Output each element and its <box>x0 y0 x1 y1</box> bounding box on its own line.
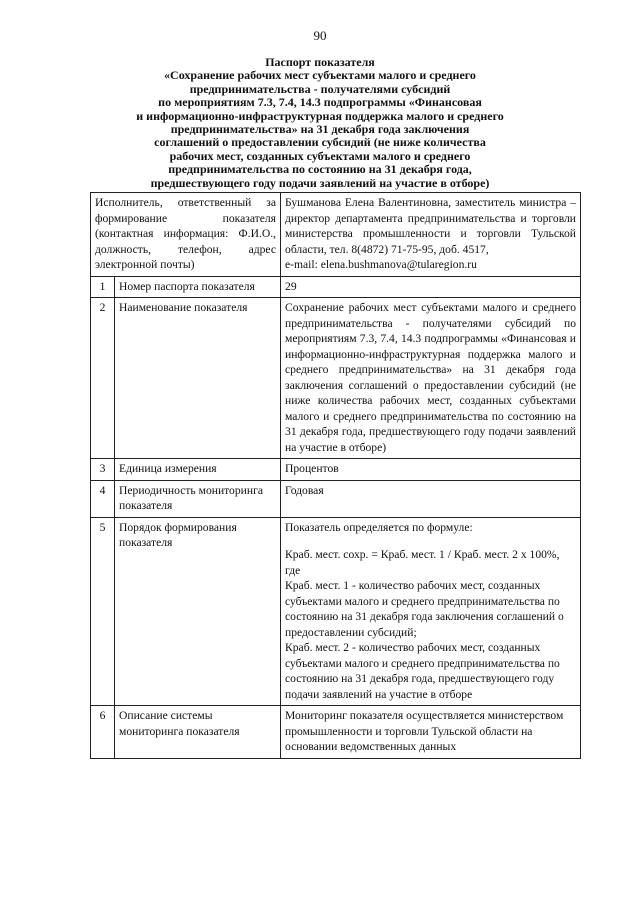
passport-table <box>90 192 581 759</box>
row-name: Единица измерения <box>115 459 281 481</box>
row-name: Номер паспорта показателя <box>115 276 281 298</box>
formula-intro: Показатель определяется по формуле: <box>285 520 473 534</box>
title-line: рабочих мест, созданных субъектами малого и среднего <box>169 148 471 163</box>
row-number: 6 <box>91 706 115 759</box>
title-line: предпринимательства - получателями субсидий <box>189 81 451 96</box>
row-value <box>281 517 581 706</box>
table-row <box>91 276 581 298</box>
row-name: Наименование показателя <box>115 298 281 459</box>
page-number: 90 <box>313 28 327 43</box>
row-name: Порядок формирования показателя <box>115 517 281 706</box>
executor-email: e-mail: elena.bushmanova@tularegion.ru <box>285 258 477 271</box>
row-value: Годовая <box>281 480 581 517</box>
table-row <box>91 298 581 459</box>
table-row <box>91 459 581 481</box>
executor-contact: Бушманова Елена Валентиновна, заместитель министра – директор департамента предпринимательства и торговли министерства промышленности и торговли Тульской области, тел. 8(4872) 71-75-95, доб. 4517, <box>285 196 577 256</box>
table-row <box>91 706 581 759</box>
executor-row <box>91 193 581 277</box>
formula: Краб. мест. сохр. = Краб. мест. 1 / Краб. мест. 2 х 100%, где <box>285 548 560 577</box>
row-name: Периодичность мониторинга показателя <box>115 480 281 517</box>
row-number: 4 <box>91 480 115 517</box>
row-value: 29 <box>281 276 581 298</box>
row-name: Описание системы мониторинга показателя <box>115 706 281 759</box>
title-line: предпринимательства» на 31 декабря года заключения <box>170 122 470 137</box>
row-number: 3 <box>91 459 115 481</box>
table-row <box>91 480 581 517</box>
row-number: 2 <box>91 298 115 459</box>
formula-definition-1: Краб. мест. 1 - количество рабочих мест, созданных субъектами малого и среднего предпринимательства по состоянию на 31 декабря года заключения соглашений о предоставлении субсидий; <box>285 579 564 639</box>
executor-value <box>281 193 581 277</box>
executor-label: Исполнитель, ответственный за формирование показателя (контактная информация: Ф.И.О., должность, телефон, адрес электронной почты) <box>91 193 281 277</box>
formula-definition-2: Краб. мест. 2 - количество рабочих мест, созданных субъектами малого и среднего предпринимательства по состоянию на 31 декабря года, предшествующего году подачи заявлений на участие в отборе <box>285 641 560 701</box>
row-value: Сохранение рабочих мест субъектами малого и среднего предпринимательства - получателями субсидий по мероприятиям 7.3, 7.4, 14.3 подпрограммы «Финансовая и информационно-инфраструктурная поддержка малого и среднего предпринимательства» на 31 декабря года заключения соглашений о предоставлении субсидий (не ниже количества рабочих мест, созданных субъектами малого и среднего предпринимательства по состоянию на 31 декабря года, предшествующего году подачи заявлений на участие в отборе) <box>281 298 581 459</box>
title-line: и информационно-инфраструктурная поддержка малого и среднего <box>136 108 504 123</box>
title-line: Паспорт показателя <box>265 55 375 69</box>
document-title <box>60 56 580 190</box>
title-line: предпринимательства по состоянию на 31 декабря года, <box>168 162 472 177</box>
table-row <box>91 517 581 706</box>
title-line: предшествующего году подачи заявлений на участие в отборе) <box>150 175 490 190</box>
row-number: 5 <box>91 517 115 706</box>
title-line: соглашений о предоставлении субсидий (не ниже количества <box>154 135 486 150</box>
title-line: «Сохранение рабочих мест субъектами малого и среднего <box>164 68 476 83</box>
title-line: по мероприятиям 7.3, 7.4, 14.3 подпрограммы «Финансовая <box>158 95 482 110</box>
row-number: 1 <box>91 276 115 298</box>
row-value: Процентов <box>281 459 581 481</box>
row-value: Мониторинг показателя осуществляется министерством промышленности и торговли Тульской области на основании ведомственных данных <box>281 706 581 759</box>
